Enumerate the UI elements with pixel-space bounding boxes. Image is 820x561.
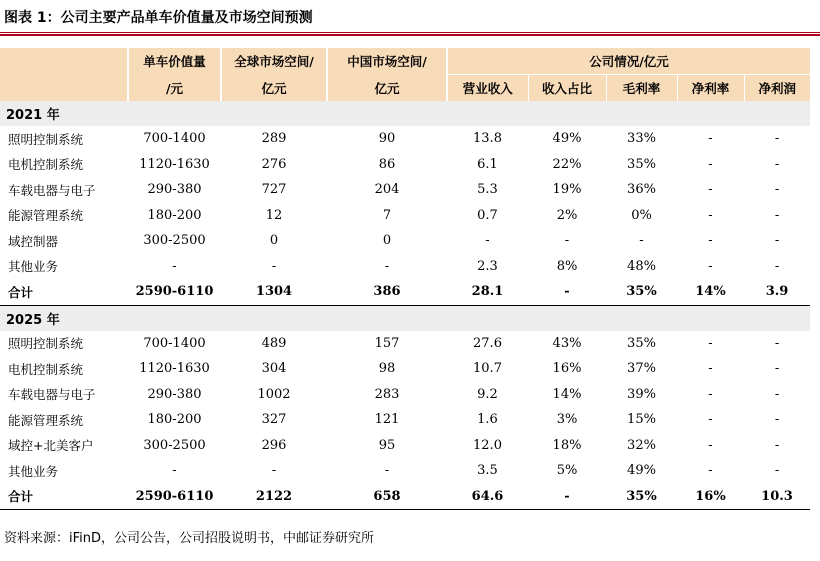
- title-rule: [0, 34, 820, 36]
- table-cell: -: [774, 131, 780, 147]
- row-label: 照明控制系统: [8, 336, 84, 352]
- table-cell: 180-200: [147, 412, 202, 428]
- table-cell: -: [384, 258, 390, 274]
- table-cell: 1002: [257, 386, 291, 402]
- table-row: [0, 356, 810, 382]
- table-cell: 296: [261, 437, 287, 453]
- total-cell: 35%: [606, 484, 677, 510]
- table-cell: 300-2500: [143, 233, 206, 249]
- total-cell: 2590-6110: [128, 279, 221, 305]
- table-row: [0, 382, 810, 408]
- table-cell: 283: [374, 386, 400, 402]
- table-cell: -: [708, 463, 713, 479]
- header-global-market: 全球市场空间/: [221, 48, 327, 75]
- table-cell: -: [774, 207, 780, 223]
- header-revenue-share: 收入占比: [528, 75, 606, 102]
- table-cell: 7: [382, 207, 392, 223]
- table-cell: 6.1: [477, 156, 498, 172]
- table-cell: 0%: [631, 207, 652, 223]
- table-cell: 727: [261, 182, 287, 198]
- header-corner: [0, 48, 128, 75]
- header-row-2: [0, 75, 810, 102]
- table-row: [0, 228, 810, 254]
- table-cell: 289: [261, 131, 287, 147]
- table-cell: -: [172, 463, 177, 479]
- table-cell: 700-1400: [143, 131, 206, 147]
- row-label: 能源管理系统: [8, 208, 84, 224]
- table-cell: -: [271, 463, 277, 479]
- table-cell: 3%: [556, 412, 578, 428]
- table-cell: -: [708, 335, 713, 351]
- table-row: [0, 177, 810, 203]
- header-company-group: 公司情况/亿元: [447, 48, 810, 75]
- table-cell: -: [708, 233, 713, 249]
- header-net-margin: 净利率: [677, 75, 744, 102]
- table-cell: -: [485, 233, 490, 249]
- table-cell: -: [384, 463, 390, 479]
- table-cell: 49%: [552, 131, 582, 147]
- table-cell: -: [774, 335, 780, 351]
- table-cell: -: [708, 207, 713, 223]
- total-cell: 10.3: [744, 484, 810, 510]
- table-cell: 489: [261, 335, 287, 351]
- table-cell: 27.6: [473, 335, 502, 351]
- header-unit-value-unit: /元: [128, 75, 221, 102]
- section-row: [0, 101, 810, 126]
- table-cell: -: [708, 182, 713, 198]
- total-cell: 64.6: [447, 484, 528, 510]
- total-cell: 2590-6110: [128, 484, 221, 510]
- table-cell: 16%: [552, 361, 582, 377]
- table-cell: 35%: [627, 335, 656, 351]
- total-row: [0, 484, 810, 510]
- total-cell: 1304: [221, 279, 327, 305]
- total-cell: 3.9: [744, 279, 810, 305]
- total-row: [0, 279, 810, 305]
- table-body: [0, 101, 810, 510]
- table-cell: 0: [382, 233, 392, 249]
- table-cell: -: [774, 361, 780, 377]
- header-china-market-unit: 亿元: [327, 75, 447, 102]
- table-cell: 98: [378, 361, 396, 377]
- table-cell: 157: [374, 335, 400, 351]
- total-cell: -: [528, 279, 606, 305]
- table-cell: -: [774, 412, 780, 428]
- header-china-market: 中国市场空间/: [327, 48, 447, 75]
- table-cell: -: [774, 258, 780, 274]
- table-cell: 49%: [627, 463, 656, 479]
- table-cell: 43%: [552, 335, 582, 351]
- table-cell: -: [639, 233, 644, 249]
- table-cell: -: [774, 386, 780, 402]
- table-cell: -: [708, 386, 713, 402]
- title-bar: [0, 0, 820, 33]
- table-cell: 276: [261, 156, 287, 172]
- table-cell: -: [708, 156, 713, 172]
- row-label: 能源管理系统: [8, 412, 84, 428]
- section-row: [0, 305, 810, 331]
- table-cell: -: [774, 437, 780, 453]
- table-cell: -: [172, 258, 177, 274]
- table-row: [0, 433, 810, 459]
- table-cell: 304: [261, 361, 287, 377]
- row-label: 电机控制系统: [8, 157, 84, 173]
- table-cell: 327: [261, 412, 287, 428]
- header-corner-2: [0, 75, 128, 102]
- total-cell: 28.1: [447, 279, 528, 305]
- table-row: [0, 407, 810, 433]
- row-label: 域控制器: [8, 233, 59, 249]
- total-cell: 14%: [677, 279, 744, 305]
- table-cell: 32%: [627, 437, 656, 453]
- total-label: 合计: [0, 484, 128, 510]
- table-cell: 9.2: [477, 386, 498, 402]
- table-cell: -: [774, 156, 780, 172]
- table-cell: 39%: [627, 386, 656, 402]
- row-label: 域控+北美客户: [8, 438, 94, 454]
- total-cell: 35%: [606, 279, 677, 305]
- table-cell: -: [708, 437, 713, 453]
- table-cell: -: [774, 463, 780, 479]
- table-cell: -: [708, 412, 713, 428]
- table-cell: 0.7: [477, 207, 498, 223]
- table-cell: 8%: [556, 258, 578, 274]
- section-label: 2025 年: [0, 305, 810, 331]
- table-cell: 180-200: [147, 207, 202, 223]
- header-revenue: 营业收入: [447, 75, 528, 102]
- table-cell: 0: [269, 233, 279, 249]
- table-cell: -: [564, 233, 570, 249]
- table-row: [0, 331, 810, 357]
- table-cell: 290-380: [147, 386, 202, 402]
- row-label: 电机控制系统: [8, 361, 84, 377]
- table-cell: 86: [378, 156, 396, 172]
- table-cell: 5.3: [477, 182, 498, 198]
- page-title: 图表 1：公司主要产品单车价值量及市场空间预测: [4, 10, 313, 26]
- table-cell: 3.5: [477, 463, 498, 479]
- table-cell: 48%: [627, 258, 656, 274]
- table-cell: 35%: [627, 156, 656, 172]
- table-cell: 36%: [627, 182, 656, 198]
- total-cell: -: [528, 484, 606, 510]
- table-cell: 18%: [552, 437, 582, 453]
- total-cell: 2122: [221, 484, 327, 510]
- table-cell: 121: [374, 412, 400, 428]
- table-cell: 700-1400: [143, 335, 206, 351]
- row-label: 车载电器与电子: [8, 182, 96, 198]
- table-cell: -: [708, 361, 713, 377]
- row-label: 车载电器与电子: [8, 387, 96, 403]
- table-cell: -: [708, 131, 713, 147]
- header-net-profit: 净利润: [744, 75, 810, 102]
- table-cell: 5%: [556, 463, 578, 479]
- table-cell: 2%: [556, 207, 578, 223]
- table-cell: 22%: [552, 156, 582, 172]
- source-note: 资料来源：iFinD，公司公告，公司招股说明书，中邮证券研究所: [4, 531, 375, 546]
- table-cell: -: [774, 182, 780, 198]
- header-unit-value: 单车价值量: [128, 48, 221, 75]
- table-cell: -: [708, 258, 713, 274]
- table-cell: 2.3: [477, 258, 498, 274]
- table-cell: 204: [374, 182, 400, 198]
- table-cell: 90: [378, 131, 396, 147]
- table-cell: 1.6: [477, 412, 498, 428]
- total-cell: 658: [327, 484, 447, 510]
- table-cell: 19%: [552, 182, 582, 198]
- row-label: 照明控制系统: [8, 131, 84, 147]
- table-cell: -: [271, 258, 277, 274]
- table-cell: 10.7: [473, 361, 502, 377]
- table-cell: 300-2500: [143, 437, 206, 453]
- table-row: [0, 458, 810, 484]
- table-cell: 1120-1630: [139, 361, 210, 377]
- header-global-market-unit: 亿元: [221, 75, 327, 102]
- table-cell: 290-380: [147, 182, 202, 198]
- table-cell: 33%: [627, 131, 656, 147]
- table-row: [0, 254, 810, 280]
- row-label: 其他业务: [8, 463, 59, 479]
- forecast-table: [0, 48, 810, 510]
- table-cell: 13.8: [473, 131, 502, 147]
- table-cell: 12: [265, 207, 283, 223]
- total-cell: 16%: [677, 484, 744, 510]
- table-row: [0, 126, 810, 152]
- table-row: [0, 152, 810, 178]
- table-cell: 37%: [627, 361, 656, 377]
- header-gross-margin: 毛利率: [606, 75, 677, 102]
- table-cell: 14%: [552, 386, 582, 402]
- table-row: [0, 203, 810, 229]
- table-cell: -: [774, 233, 780, 249]
- header-row-1: [0, 48, 810, 75]
- total-cell: 386: [327, 279, 447, 305]
- table-cell: 12.0: [473, 437, 502, 453]
- section-label: 2021 年: [0, 101, 810, 126]
- table-cell: 1120-1630: [139, 156, 210, 172]
- table-cell: 15%: [627, 412, 656, 428]
- table-cell: 95: [378, 437, 396, 453]
- row-label: 其他业务: [8, 259, 59, 275]
- total-label: 合计: [0, 279, 128, 305]
